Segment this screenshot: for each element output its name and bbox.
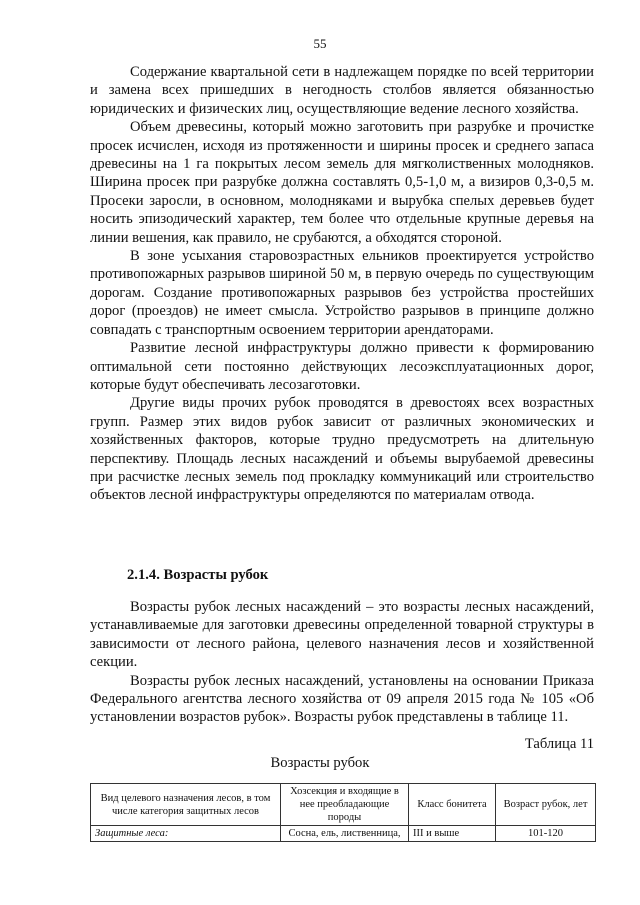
table-cell: Сосна, ель, лиственница, (281, 826, 409, 842)
table-cell: 101-120 (496, 826, 596, 842)
table-cell: III и выше (409, 826, 496, 842)
page-number: 55 (313, 36, 327, 51)
paragraph: В зоне усыхания старовозрастных ельников проектируется устройство противопожарных разрывов шириной 50 м, в первую очередь по существующим дорогам. Создание противопожарных разрывов без устройства простейших дорог (проездов) не имеет смысла. Устройство разрывов в принципе должно совпадать с транспортным освоением территории арендаторами. (90, 248, 594, 338)
table-header-cell: Хозсекция и входящие в нее преобладающие породы (281, 784, 409, 826)
table-title: Возрасты рубок (270, 755, 370, 771)
section-body-text (90, 598, 594, 727)
paragraph: Содержание квартальной сети в надлежащем порядке по всей территории и замена всех пришедших в негодность столбов является обязанностью юридических и физических лиц, осуществляющие ведение лесного хозяйства. (90, 64, 594, 117)
paragraph: Возрасты рубок лесных насаждений, установлены на основании Приказа Федерального агентства лесного хозяйства от 09 апреля 2015 года № 105 «Об установлении возрастов рубок». Возрасты рубок представлены в таблице 11. (90, 672, 594, 726)
paragraph: Развитие лесной инфраструктуры должно привести к формированию оптимальной сети постоянно действующих лесоэксплуатационных дорог, которые будут обеспечивать лесозаготовки. (90, 340, 594, 393)
paragraph: Объем древесины, который можно заготовить при разрубке и прочистке просек исчислен, исходя из протяженности и ширины просек и среднего запаса древесины на 1 га покрытых лесом земель для мягколиственных молодняков. Ширина просек при разрубке должна составлять 0,5-1,0 м, а визиров 0,3-0,5 м. Просеки заросли, в основном, молодняками и вырубка спелых деревьев будет носить эпизодический характер, тем более что отдельные крупные деревья на линии вешения, как правило, не срубаются, а обходятся стороной. (90, 119, 594, 246)
table-header-cell: Возраст рубок, лет (496, 784, 596, 826)
section-heading: 2.1.4. Возрасты рубок (127, 567, 269, 583)
table-cell: Защитные леса: (91, 826, 281, 842)
cutting-age-table (90, 783, 596, 842)
table-header-row (91, 784, 596, 826)
paragraph: Возрасты рубок лесных насаждений – это возрасты лесных насаждений, устанавливаемые для заготовки древесины определенной товарной структуры в зависимости от лесного района, целевого назначения лесов и хозяйственной секции. (90, 599, 594, 671)
table-label: Таблица 11 (524, 736, 594, 752)
paragraph: Другие виды прочих рубок проводятся в древостоях всех возрастных групп. Размер этих видов рубок зависит от различных экономических и хозяйственных факторов, которые трудно предусмотреть на длительную перспективу. Площадь лесных насаждений и объемы вырубаемой древесины при расчистке лесных земель под прокладку коммуникаций или строительство объектов лесной инфраструктуры определяются по материалам отвода. (90, 395, 594, 504)
table-header-cell: Класс бонитета (409, 784, 496, 826)
body-text (90, 63, 594, 505)
table-row (91, 826, 596, 842)
table-header-cell: Вид целевого назначения лесов, в том числе категория защитных лесов (91, 784, 281, 826)
